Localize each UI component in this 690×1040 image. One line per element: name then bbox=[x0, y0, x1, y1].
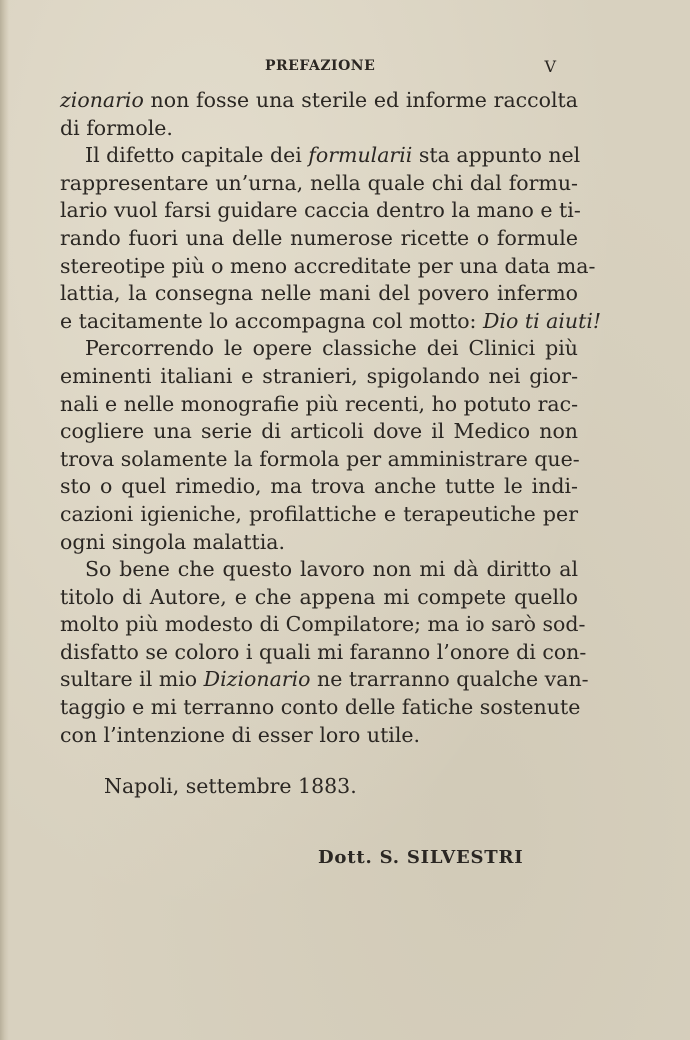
text-line: nali e nelle monografie più recenti, ho potuto rac- bbox=[60, 391, 579, 416]
text-line: titolo di Autore, e che appena mi compete quello bbox=[60, 584, 578, 609]
text-line: lario vuol farsi guidare caccia dentro la mano e ti- bbox=[60, 198, 581, 223]
text-line: molto più modesto di Compilatore; ma io sarò sod- bbox=[60, 612, 586, 637]
text-line: di formole. bbox=[60, 115, 173, 140]
running-head-title: PREFAZIONE bbox=[265, 58, 376, 74]
text-line: e tacitamente lo accompagna col motto: Dio ti aiuti! bbox=[60, 308, 602, 333]
text-line: sultare il mio Dizionario ne trarranno qualche van- bbox=[60, 667, 589, 692]
text-line: ogni singola malattia. bbox=[60, 529, 285, 554]
place-date: Napoli, settembre 1883. bbox=[104, 774, 357, 798]
text-line: Percorrendo le opere classiche dei Clinici più bbox=[85, 336, 578, 361]
text-line: stereotipe più o meno accreditate per una data ma- bbox=[60, 253, 596, 278]
text-line: cazioni igieniche, profilattiche e terapeutiche per bbox=[60, 501, 578, 526]
running-head bbox=[60, 58, 576, 78]
text-line: rappresentare un’urna, nella quale chi dal formu- bbox=[60, 170, 578, 195]
preface-body bbox=[60, 87, 602, 749]
text-line: So bene che questo lavoro non mi dà diritto al bbox=[85, 557, 578, 582]
text-line: eminenti italiani e stranieri, spigolando nei gior- bbox=[60, 363, 578, 388]
text-line: trova solamente la formola per amministrare que- bbox=[60, 446, 580, 471]
author-signature: Dott. S. SILVESTRI bbox=[318, 847, 524, 868]
text-line: zionario non fosse una sterile ed informe raccolta bbox=[60, 88, 578, 112]
page-number: V bbox=[544, 57, 556, 76]
text-line: disfatto se coloro i quali mi faranno l’onore di con- bbox=[60, 639, 587, 664]
page-binding-edge bbox=[0, 0, 9, 1040]
text-line: cogliere una serie di articoli dove il Medico non bbox=[60, 419, 578, 444]
text-line: lattia, la consegna nelle mani del povero infermo bbox=[60, 281, 578, 306]
text-line: con l’intenzione di esser loro utile. bbox=[60, 722, 421, 747]
text-line: sto o quel rimedio, ma trova anche tutte le indi- bbox=[60, 474, 578, 499]
text-line: rando fuori una delle numerose ricette o formule bbox=[60, 225, 578, 250]
text-line: Il difetto capitale dei formularii sta appunto nel bbox=[85, 143, 581, 168]
text-line: taggio e mi terranno conto delle fatiche sostenute bbox=[60, 695, 581, 720]
